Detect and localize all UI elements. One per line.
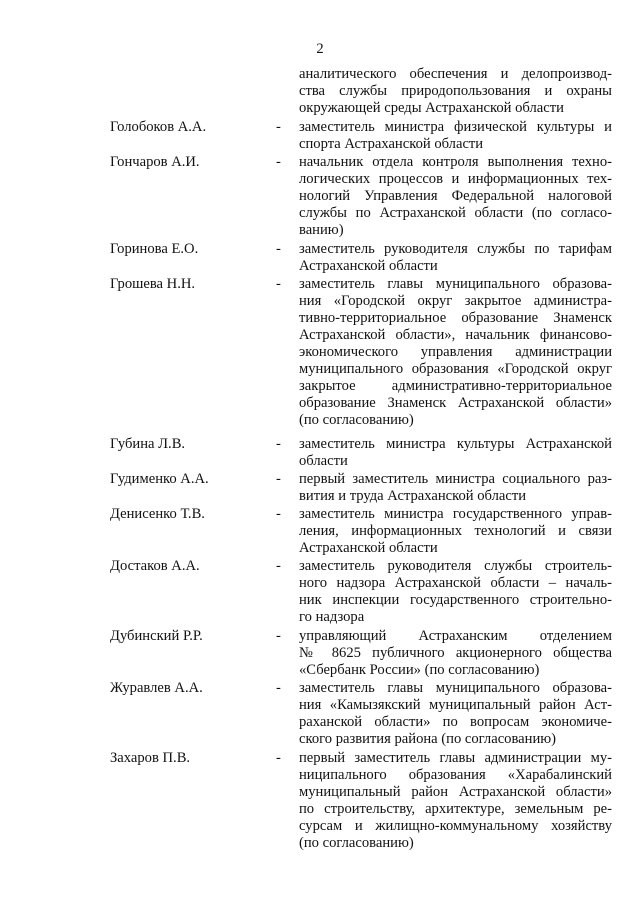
member-position (299, 471, 612, 505)
dash-separator: - (276, 750, 281, 766)
continued-description (299, 66, 612, 117)
description-line: заместитель министра культуры Астраханской (299, 436, 612, 452)
member-name: Грошева Н.Н. (110, 276, 196, 292)
member-position (299, 506, 612, 557)
description-line: ванию) (299, 222, 344, 238)
description-line: муниципальный район Астраханской области» (299, 784, 612, 800)
member-name: Дубинский Р.Р. (110, 628, 203, 644)
page-number: 2 (316, 41, 324, 57)
member-position (299, 750, 612, 852)
member-name: Захаров П.В. (110, 750, 191, 766)
dash-separator: - (276, 471, 281, 487)
description-line: ского развития района (по согласованию) (299, 731, 557, 747)
description-line: аналитического обеспечения и делопроизвод- (299, 66, 612, 82)
dash-separator: - (276, 558, 281, 574)
description-line: ления, информационных технологий и связи (299, 523, 612, 539)
description-line: Астраханской области (299, 258, 438, 274)
description-line: сурсам и жилищно-коммунальному хозяйству (299, 818, 612, 834)
description-line: ства службы природопользования и охраны (299, 83, 612, 99)
description-line: ния «Камызякский муниципальный район Аст- (299, 697, 612, 713)
description-line: службы по Астраханской области (по согласо- (299, 205, 612, 221)
dash-separator: - (276, 276, 281, 292)
dash-separator: - (276, 154, 281, 170)
description-line: заместитель руководителя службы строитель- (299, 558, 612, 574)
description-line: области (299, 453, 348, 469)
description-line: го надзора (299, 609, 365, 625)
dash-separator: - (276, 628, 281, 644)
description-line: ник инспекции государственного строительно- (299, 592, 612, 608)
member-position (299, 276, 612, 429)
description-line: первый заместитель министра социального раз- (299, 471, 612, 487)
description-line: заместитель министра государственного управ- (299, 506, 612, 522)
description-line: Астраханской области (299, 540, 438, 556)
member-position (299, 558, 612, 626)
description-line: управляющий Астраханским отделением (299, 628, 612, 644)
description-line: по строительству, архитектуре, земельным ре- (299, 801, 612, 817)
description-line: вития и труда Астраханской области (299, 488, 527, 504)
dash-separator: - (276, 506, 281, 522)
member-name: Гудименко А.А. (110, 471, 209, 487)
description-line: нологий Управления Федеральной налоговой (299, 188, 612, 204)
member-position (299, 154, 612, 239)
member-name: Гончаров А.И. (110, 154, 200, 170)
description-line: (по согласованию) (299, 412, 414, 428)
description-line: заместитель руководителя службы по тарифам (299, 241, 612, 257)
description-line: заместитель главы муниципального образова- (299, 276, 612, 292)
member-name: Денисенко Т.В. (110, 506, 205, 522)
description-line: «Сбербанк России» (по согласованию) (299, 662, 540, 678)
description-line: логических процессов и информационных тех- (299, 171, 612, 187)
member-name: Журавлев А.А. (110, 680, 203, 696)
dash-separator: - (276, 436, 281, 452)
description-line: тивно-территориальное образование Знаменск (299, 310, 612, 326)
description-line: экономического управления администрации (299, 344, 612, 360)
description-line: первый заместитель главы администрации му- (299, 750, 612, 766)
member-position (299, 436, 612, 470)
description-line: начальник отдела контроля выполнения техно- (299, 154, 612, 170)
member-position (299, 241, 612, 275)
description-line: заместитель главы муниципального образова- (299, 680, 612, 696)
description-line: ния «Городской округ закрытое администра- (299, 293, 612, 309)
description-line: ниципального образования «Харабалинский (299, 767, 612, 783)
member-name: Достаков А.А. (110, 558, 200, 574)
description-line: спорта Астраханской области (299, 136, 484, 152)
description-line: ного надзора Астраханской области – началь- (299, 575, 612, 591)
dash-separator: - (276, 119, 281, 135)
description-line: заместитель министра физической культуры и (299, 119, 612, 135)
member-position (299, 628, 612, 679)
description-line: № 8625 публичного акционерного общества (299, 645, 612, 661)
description-line: (по согласованию) (299, 835, 414, 851)
dash-separator: - (276, 241, 281, 257)
description-line: Астраханской области», начальник финансово- (299, 327, 612, 343)
description-line: муниципального образования «Городской округ (299, 361, 612, 377)
description-line: окружающей среды Астраханской области (299, 100, 564, 116)
description-line: образование Знаменск Астраханской области» (299, 395, 612, 411)
member-name: Голобоков А.А. (110, 119, 207, 135)
description-line: раханской области» по вопросам экономиче- (299, 714, 612, 730)
description-line: закрытое административно-территориальное (299, 378, 612, 394)
member-position (299, 680, 612, 748)
member-name: Горинова Е.О. (110, 241, 199, 257)
member-name: Губина Л.В. (110, 436, 186, 452)
dash-separator: - (276, 680, 281, 696)
member-position (299, 119, 612, 153)
